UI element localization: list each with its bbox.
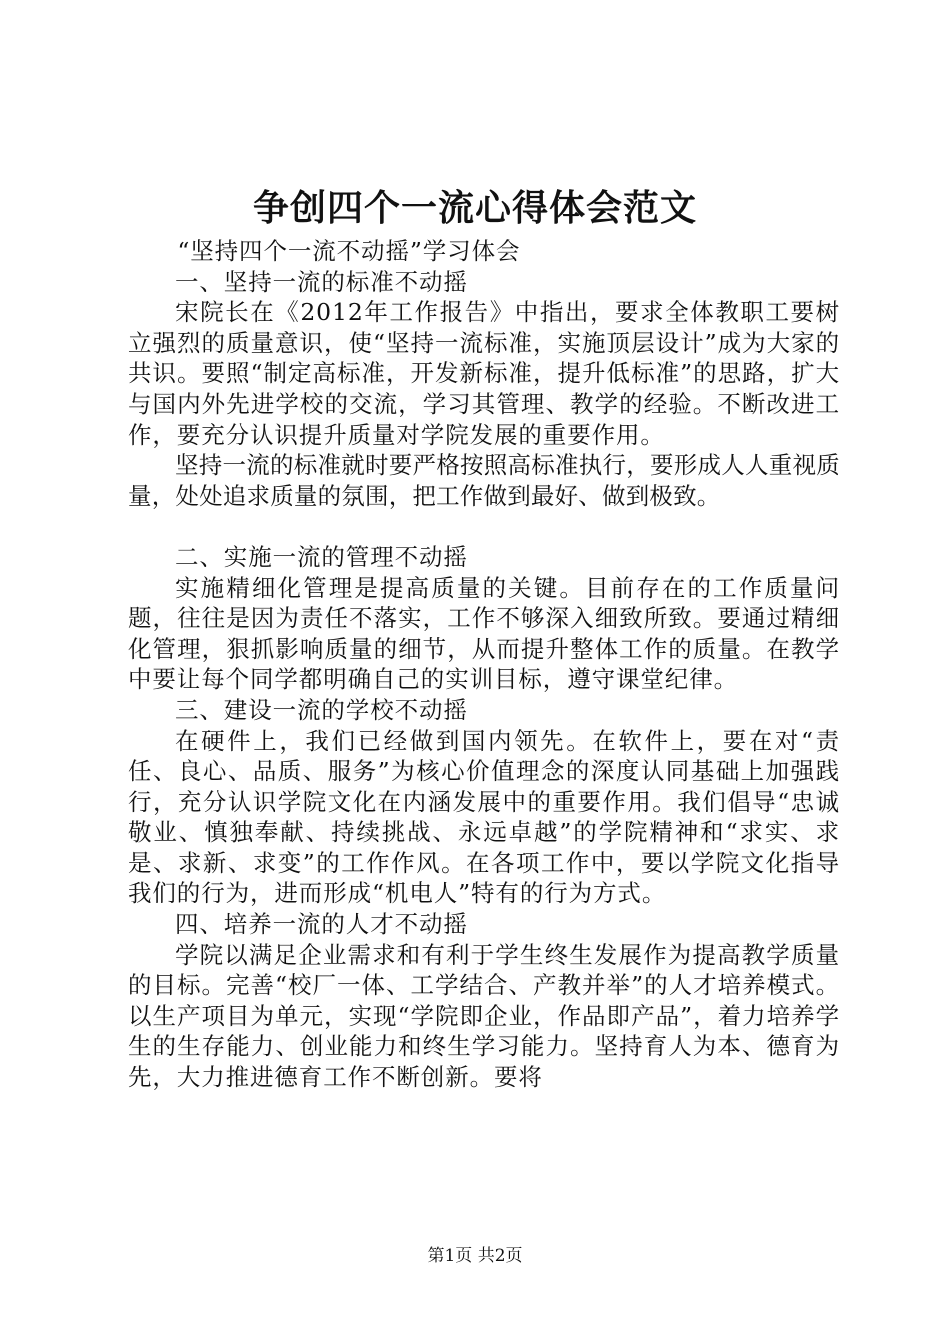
section-3-paragraph-1: 在硬件上，我们已经做到国内领先。在软件上，要在对“责任、良心、品质、服务”为核心价值理念的深度认同基础上加强践行，充分认识学院文化在内涵发展中的重要作用。我们倡导“忠诚敬业、慎独奉献、持续挑战、永远卓越”的学院精神和“求实、求是、求新、求变”的工作作风。在各项工作中，要以学院文化指导我们的行为，进而形成“机电人”特有的行为方式。 bbox=[128, 726, 840, 908]
document-title: 争创四个一流心得体会范文 bbox=[252, 187, 697, 229]
section-heading-4: 四、培养一流的人才不动摇 bbox=[175, 910, 468, 939]
document-body bbox=[128, 236, 840, 1093]
section-4-paragraph-1: 学院以满足企业需求和有利于学生终生发展作为提高教学质量的目标。完善“校厂一体、工学结合、产教并举”的人才培养模式。以生产项目为单元，实现“学院即企业，作品即产品”，着力培养学生的生存能力、创业能力和终生学习能力。坚持育人为本、德育为先，大力推进德育工作不断创新。要将 bbox=[128, 940, 840, 1092]
page-number-footer: 第1页 共2页 bbox=[427, 1246, 523, 1266]
section-1-paragraph-2: 坚持一流的标准就时要严格按照高标准执行，要形成人人重视质量，处处追求质量的氛围，把工作做到最好、做到极致。 bbox=[128, 451, 840, 510]
section-2-paragraph-1: 实施精细化管理是提高质量的关键。目前存在的工作质量问题，往往是因为责任不落实，工作不够深入细致所致。要通过精细化管理，狠抓影响质量的细节，从而提升整体工作的质量。在教学中要让每个同学都明确自己的实训目标，遵守课堂纪律。 bbox=[128, 573, 840, 694]
document-subtitle: “坚持四个一流不动摇”学习体会 bbox=[177, 237, 521, 265]
section-heading-3: 三、建设一流的学校不动摇 bbox=[175, 695, 468, 724]
section-1-paragraph-1: 宋院长在《2012年工作报告》中指出，要求全体教职工要树立强烈的质量意识，使“坚持一流标准，实施顶层设计”成为大家的共识。要照“制定高标准，开发新标准，提升低标准”的思路，扩大与国内外先进学校的交流，学习其管理、教学的经验。不断改进工作，要充分认识提升质量对学院发展的重要作用。 bbox=[128, 298, 840, 449]
section-heading-2: 二、实施一流的管理不动摇 bbox=[175, 542, 468, 571]
paragraph-spacer bbox=[128, 511, 840, 542]
section-heading-1: 一、坚持一流的标准不动摇 bbox=[175, 267, 468, 296]
